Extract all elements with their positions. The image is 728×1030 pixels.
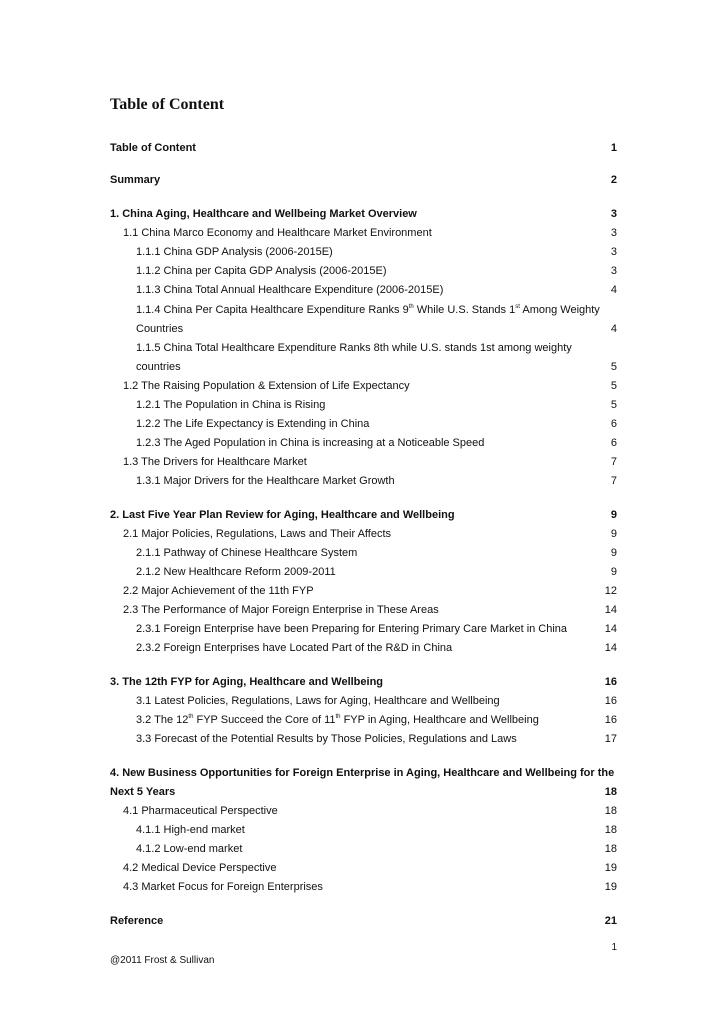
toc-entry[interactable] bbox=[0, 765, 728, 782]
toc-entry-page: 19 bbox=[604, 881, 617, 893]
toc-entry[interactable] bbox=[0, 140, 728, 157]
toc-entry-page: 4 bbox=[610, 284, 617, 296]
toc-entry[interactable] bbox=[0, 583, 728, 600]
toc-entry-page: 5 bbox=[610, 361, 617, 373]
toc-entry[interactable] bbox=[0, 860, 728, 877]
toc-entry-title: 3.3 Forecast of the Potential Results by Those Policies, Regulations and Laws bbox=[136, 733, 517, 745]
toc-entry[interactable] bbox=[0, 263, 728, 280]
toc-entry-page: 4 bbox=[610, 323, 617, 335]
toc-entry[interactable] bbox=[0, 913, 728, 930]
toc-entry[interactable] bbox=[0, 454, 728, 471]
toc-entry-page: 18 bbox=[604, 824, 617, 836]
toc-entry-title: 1.1.3 China Total Annual Healthcare Expenditure (2006-2015E) bbox=[136, 284, 444, 296]
toc-entry-continued[interactable] bbox=[0, 784, 728, 801]
toc-entry[interactable] bbox=[0, 473, 728, 490]
toc-entry[interactable] bbox=[0, 731, 728, 748]
toc-entry[interactable] bbox=[0, 822, 728, 839]
toc-entry[interactable] bbox=[0, 282, 728, 299]
toc-entry-title: 2.3 The Performance of Major Foreign Enterprise in These Areas bbox=[123, 604, 439, 616]
toc-entry-title: 4.2 Medical Device Perspective bbox=[123, 862, 277, 874]
toc-entry-title: 1.2.3 The Aged Population in China is increasing at a Noticeable Speed bbox=[136, 437, 485, 449]
toc-entry-page: 18 bbox=[604, 805, 617, 817]
toc-entry-continued[interactable] bbox=[0, 359, 728, 376]
toc-entry-title: 1.3.1 Major Drivers for the Healthcare Market Growth bbox=[136, 475, 395, 487]
toc-entry-page: 14 bbox=[604, 604, 617, 616]
toc-entry[interactable] bbox=[0, 564, 728, 581]
toc-entry-page: 18 bbox=[604, 786, 617, 798]
toc-entry-title: 1.1.2 China per Capita GDP Analysis (2006-2015E) bbox=[136, 265, 387, 277]
toc-entry[interactable] bbox=[0, 397, 728, 414]
toc-entry-page: 3 bbox=[610, 265, 617, 277]
toc-entry-page: 1 bbox=[610, 142, 617, 154]
toc-entry[interactable] bbox=[0, 507, 728, 524]
toc-entry-title: 1.1.1 China GDP Analysis (2006-2015E) bbox=[136, 246, 333, 258]
toc-entry-page: 19 bbox=[604, 862, 617, 874]
toc-entry-page: 7 bbox=[610, 475, 617, 487]
toc-entry-page: 9 bbox=[610, 509, 617, 521]
toc-entry-page: 2 bbox=[610, 174, 617, 186]
toc-entry-page: 16 bbox=[604, 695, 617, 707]
toc-entry-continued[interactable] bbox=[0, 321, 728, 338]
toc-entry-page: 6 bbox=[610, 437, 617, 449]
toc-entry-title: 1.2.1 The Population in China is Rising bbox=[136, 399, 326, 411]
toc-entry-title: 3.1 Latest Policies, Regulations, Laws for Aging, Healthcare and Wellbeing bbox=[136, 695, 500, 707]
toc-entry-title: 1.1 China Marco Economy and Healthcare Market Environment bbox=[123, 227, 432, 239]
toc-entry-page: 14 bbox=[604, 642, 617, 654]
toc-entry[interactable] bbox=[0, 712, 728, 729]
toc-entry[interactable] bbox=[0, 640, 728, 657]
toc-entry-page: 16 bbox=[604, 714, 617, 726]
toc-heading: Table of Content bbox=[110, 96, 225, 113]
toc-entry-title: 1. China Aging, Healthcare and Wellbeing Market Overview bbox=[110, 208, 417, 220]
toc-entry-title: 4.1.1 High-end market bbox=[136, 824, 245, 836]
toc-entry-title: Table of Content bbox=[110, 142, 196, 154]
toc-entry-page: 5 bbox=[610, 399, 617, 411]
toc-entry-page: 6 bbox=[610, 418, 617, 430]
toc-entry-title: Next 5 Years bbox=[110, 786, 176, 798]
toc-entry-title: 2. Last Five Year Plan Review for Aging, Healthcare and Wellbeing bbox=[110, 509, 455, 521]
toc-entry[interactable] bbox=[0, 879, 728, 896]
toc-entry-title: countries bbox=[136, 361, 181, 373]
toc-entry[interactable] bbox=[0, 435, 728, 452]
toc-entry-title: 4.3 Market Focus for Foreign Enterprises bbox=[123, 881, 323, 893]
toc-entry[interactable] bbox=[0, 841, 728, 858]
toc-entry-title: 3.2 The 12th FYP Succeed the Core of 11th FYP in Aging, Healthcare and Wellbeing bbox=[136, 714, 539, 726]
toc-entry-title: Summary bbox=[110, 174, 161, 186]
toc-entry-page: 18 bbox=[604, 843, 617, 855]
toc-entry[interactable] bbox=[0, 302, 728, 319]
toc-entry[interactable] bbox=[0, 602, 728, 619]
toc-entry-page: 21 bbox=[604, 915, 617, 927]
toc-entry-title: 1.2.2 The Life Expectancy is Extending in China bbox=[136, 418, 370, 430]
toc-entry-page: 9 bbox=[610, 547, 617, 559]
toc-entry[interactable] bbox=[0, 803, 728, 820]
toc-entry-title: 1.2 The Raising Population & Extension of Life Expectancy bbox=[123, 380, 410, 392]
toc-entry-page: 3 bbox=[610, 227, 617, 239]
toc-entry-title: 4.1 Pharmaceutical Perspective bbox=[123, 805, 278, 817]
toc-entry-page: 7 bbox=[610, 456, 617, 468]
toc-entry[interactable] bbox=[0, 340, 728, 357]
toc-entry-title: Countries bbox=[136, 323, 184, 335]
toc-entry[interactable] bbox=[0, 244, 728, 261]
toc-entry[interactable] bbox=[0, 416, 728, 433]
toc-entry[interactable] bbox=[0, 206, 728, 223]
toc-entry-page: 17 bbox=[604, 733, 617, 745]
toc-entry[interactable] bbox=[0, 693, 728, 710]
toc-entry-title: Reference bbox=[110, 915, 164, 927]
toc-entry-title: 2.2 Major Achievement of the 11th FYP bbox=[123, 585, 314, 597]
toc-entry-page: 5 bbox=[610, 380, 617, 392]
toc-entry-page: 3 bbox=[610, 246, 617, 258]
footer-copyright: @2011 Frost & Sullivan bbox=[110, 955, 215, 966]
toc-entry-title: 4.1.2 Low-end market bbox=[136, 843, 243, 855]
toc-entry-title: 1.1.5 China Total Healthcare Expenditure Ranks 8th while U.S. stands 1st among weighty bbox=[136, 342, 572, 354]
toc-entry-title: 1.3 The Drivers for Healthcare Market bbox=[123, 456, 307, 468]
toc-entry[interactable] bbox=[0, 526, 728, 543]
toc-entry[interactable] bbox=[0, 621, 728, 638]
toc-entry-page: 14 bbox=[604, 623, 617, 635]
toc-entry-page: 9 bbox=[610, 528, 617, 540]
toc-entry-page: 12 bbox=[604, 585, 617, 597]
toc-entry-page: 3 bbox=[610, 208, 617, 220]
toc-entry-title: 2.3.1 Foreign Enterprise have been Preparing for Entering Primary Care Market in China bbox=[136, 623, 568, 635]
toc-entry-title: 2.1 Major Policies, Regulations, Laws and Their Affects bbox=[123, 528, 392, 540]
toc-entry-page: 9 bbox=[610, 566, 617, 578]
toc-entry-title: 2.3.2 Foreign Enterprises have Located Part of the R&D in China bbox=[136, 642, 453, 654]
toc-entry-title: 4. New Business Opportunities for Foreign Enterprise in Aging, Healthcare and Wellbeing for the bbox=[110, 767, 615, 779]
toc-entry-title: 1.1.4 China Per Capita Healthcare Expenditure Ranks 9th While U.S. Stands 1st Among Weighty bbox=[136, 304, 600, 316]
toc-entry[interactable] bbox=[0, 172, 728, 189]
toc-entry-title: 2.1.1 Pathway of Chinese Healthcare System bbox=[136, 547, 358, 559]
page-number: 1 bbox=[611, 942, 617, 953]
toc-entry[interactable] bbox=[0, 378, 728, 395]
toc-entry-page: 16 bbox=[604, 676, 617, 688]
toc-entry[interactable] bbox=[0, 225, 728, 242]
toc-entry-title: 2.1.2 New Healthcare Reform 2009-2011 bbox=[136, 566, 336, 578]
toc-entry-title: 3. The 12th FYP for Aging, Healthcare and Wellbeing bbox=[110, 676, 384, 688]
toc-entry[interactable] bbox=[0, 674, 728, 691]
toc-entry[interactable] bbox=[0, 545, 728, 562]
